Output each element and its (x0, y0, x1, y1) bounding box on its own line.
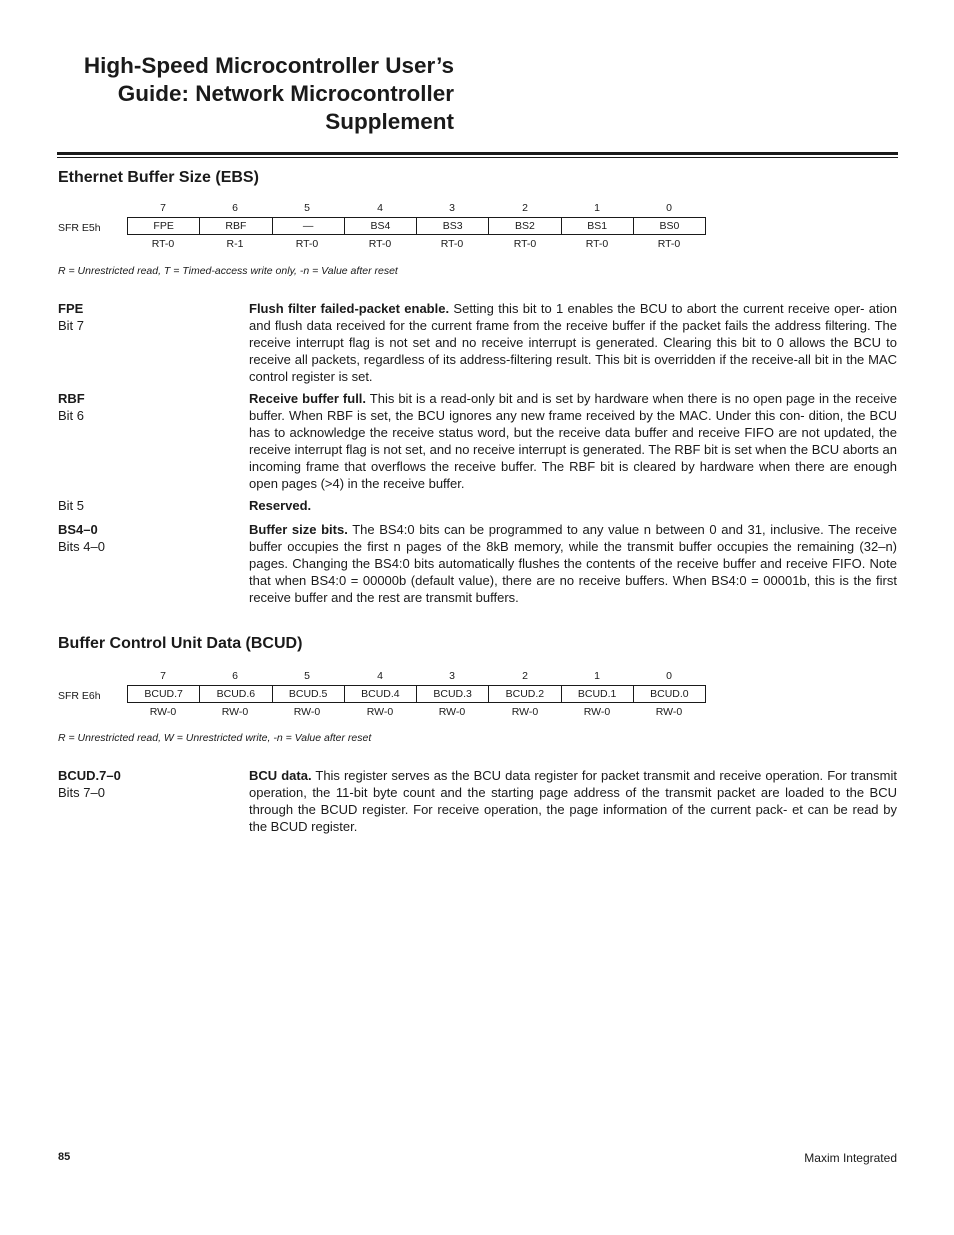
bit-cell: BS2 (489, 218, 561, 234)
bcud-bit-cells (127, 685, 706, 703)
reset-value: RT-0 (295, 238, 319, 250)
bit-number: 7 (160, 202, 166, 214)
bit-cell: BCUD.6 (200, 686, 272, 702)
bit-number: 5 (304, 670, 310, 682)
ebs-bit-cells (127, 217, 706, 235)
bit-position: Bit 5 (58, 498, 85, 513)
reset-value: RW-0 (221, 706, 249, 718)
bit-description-text (249, 767, 897, 835)
bit-number: 4 (377, 202, 383, 214)
bit-description-text (249, 390, 897, 492)
bit-description-text (249, 497, 897, 514)
bcud-legend: R = Unrestricted read, W = Unrestricted write, -n = Value after reset (58, 732, 372, 744)
bit-cell: BCUD.0 (650, 688, 689, 700)
bit-position: Bits 7–0 (58, 785, 105, 800)
bit-cell: BS4 (345, 218, 417, 234)
reset-value: RW-0 (293, 706, 321, 718)
bit-cell: BS0 (659, 220, 680, 232)
company-name: Maxim Integrated (804, 1151, 897, 1165)
title-line-1: High-Speed Microcontroller User’s (83, 53, 454, 78)
bit-cell: BCUD.4 (345, 686, 417, 702)
bit-name: RBF (58, 391, 85, 406)
bit-number: 3 (449, 202, 455, 214)
reset-value: RW-0 (366, 706, 394, 718)
bit-description-text (249, 521, 897, 606)
bit-number: 2 (522, 670, 528, 682)
bcud-heading: Buffer Control Unit Data (BCUD) (58, 635, 303, 652)
document-title (60, 52, 454, 136)
bit-description-body: This bit is a read-only bit and is set by hardware when there is no open page in the receive buffer. When RBF is set, the BCU ignores any new frame received by the MAC. Under this con- dition, the BCU has to acknowledge the receive status word, but the receive data buffer and receive FIFO are not updated, the receive interrupt flag is not set, and no receive interrupt is generated. The RBF bit is set when the BCU aborts an incoming frame that overflows the receive buffer. The RBF bit is cleared by hardware when there are enough open pages (>4) in the receive buffer. (249, 391, 897, 491)
bit-cell: BS3 (417, 218, 489, 234)
title-rule-thick (57, 152, 898, 155)
reset-value: RT-0 (657, 238, 681, 250)
title-line-2: Guide: Network Microcontroller (117, 81, 454, 106)
bit-description-body: This register serves as the BCU data register for packet transmit and receive operation. For transmit operation, the 11-bit byte count and the starting page address of the transmit packet are loaded to the BCU through the BCUD register. For receive operation, the page information of the current pack- et can be read by the BCUD register. (249, 768, 897, 834)
bit-number: 2 (522, 202, 528, 214)
bit-number: 6 (232, 202, 238, 214)
reset-value: RT-0 (151, 238, 175, 250)
bit-cell: BCUD.3 (417, 686, 489, 702)
title-line-3: Supplement (325, 109, 454, 134)
title-rule-thin (57, 157, 898, 158)
bit-description-title: Reserved. (249, 498, 312, 513)
bit-number: 7 (160, 670, 166, 682)
ebs-heading: Ethernet Buffer Size (EBS) (58, 169, 259, 186)
bit-number: 0 (666, 670, 672, 682)
bit-description-title: BCU data. (249, 768, 312, 783)
bit-cell: BCUD.1 (562, 686, 634, 702)
reset-value: RT-0 (368, 238, 392, 250)
bit-name-column (58, 497, 238, 514)
bit-name-column (58, 521, 238, 555)
bit-position: Bit 6 (58, 408, 85, 423)
reset-value: RT-0 (513, 238, 537, 250)
reset-value: RW-0 (583, 706, 611, 718)
reset-value: RW-0 (655, 706, 683, 718)
ebs-sfr-address: SFR E5h (58, 222, 101, 234)
bit-number: 4 (377, 670, 383, 682)
bit-position: Bit 7 (58, 318, 85, 333)
bit-name: FPE (58, 301, 84, 316)
bit-cell: — (273, 218, 345, 234)
reset-value: RT-0 (440, 238, 464, 250)
ebs-register-diagram (58, 202, 718, 254)
bit-name-column (58, 390, 238, 424)
reset-value: R-1 (226, 238, 244, 250)
bit-name-column (58, 300, 238, 334)
bit-number: 1 (594, 202, 600, 214)
bit-cell: BCUD.5 (273, 686, 345, 702)
bit-description-title: Receive buffer full. (249, 391, 367, 406)
bcud-sfr-address: SFR E6h (58, 690, 101, 702)
bit-number: 5 (304, 202, 310, 214)
reset-value: RW-0 (438, 706, 466, 718)
bit-description-body: Setting this bit to 1 enables the BCU to abort the current receive oper- ation and flush data received for the current frame from the receive buffer if the packet fails the address filtering. The receive interrupt flag is not set and no receive interrupt is generated. Clearing this bit to 0 allows the BCU to receive all packets, regardless of its address-filtering result. This bit is overridden if the receive-all bit in the MAC control register is set. (249, 301, 897, 384)
bit-cell: BCUD.2 (489, 686, 561, 702)
bit-name-column (58, 767, 238, 801)
bit-position: Bits 4–0 (58, 539, 105, 554)
bit-name: BCUD.7–0 (58, 768, 121, 783)
bcud-register-diagram (58, 670, 718, 722)
reset-value: RW-0 (511, 706, 539, 718)
bit-cell: BS1 (562, 218, 634, 234)
bit-description-body: The BS4:0 bits can be programmed to any value n between 0 and 31, inclusive. The receive buffer occupies the first n pages of the 8kB memory, while the transmit buffer occupies the remaining (32–n) pages. Changing the BS4:0 bits automatically flushes the contents of the receive buffer and receive FIFO. Note that when BS4:0 = 00000b (default value), there are no receive buffers. When BS4:0 = 00001b, this is the first receive buffer and the rest are transmit buffers. (249, 522, 897, 605)
reset-value: RT-0 (585, 238, 609, 250)
bit-number: 0 (666, 202, 672, 214)
bit-description-title: Flush filter failed-packet enable. (249, 301, 450, 316)
bit-description-title: Buffer size bits. (249, 522, 348, 537)
bit-number: 1 (594, 670, 600, 682)
reset-value: RW-0 (149, 706, 177, 718)
bit-name: BS4–0 (58, 522, 98, 537)
bit-cell: RBF (200, 218, 272, 234)
page-number: 85 (58, 1151, 71, 1163)
ebs-legend: R = Unrestricted read, T = Timed-access write only, -n = Value after reset (58, 265, 398, 277)
bit-cell: BCUD.7 (128, 686, 200, 702)
bit-number: 6 (232, 670, 238, 682)
bit-cell: FPE (128, 218, 200, 234)
bit-number: 3 (449, 670, 455, 682)
bit-description-text (249, 300, 897, 385)
